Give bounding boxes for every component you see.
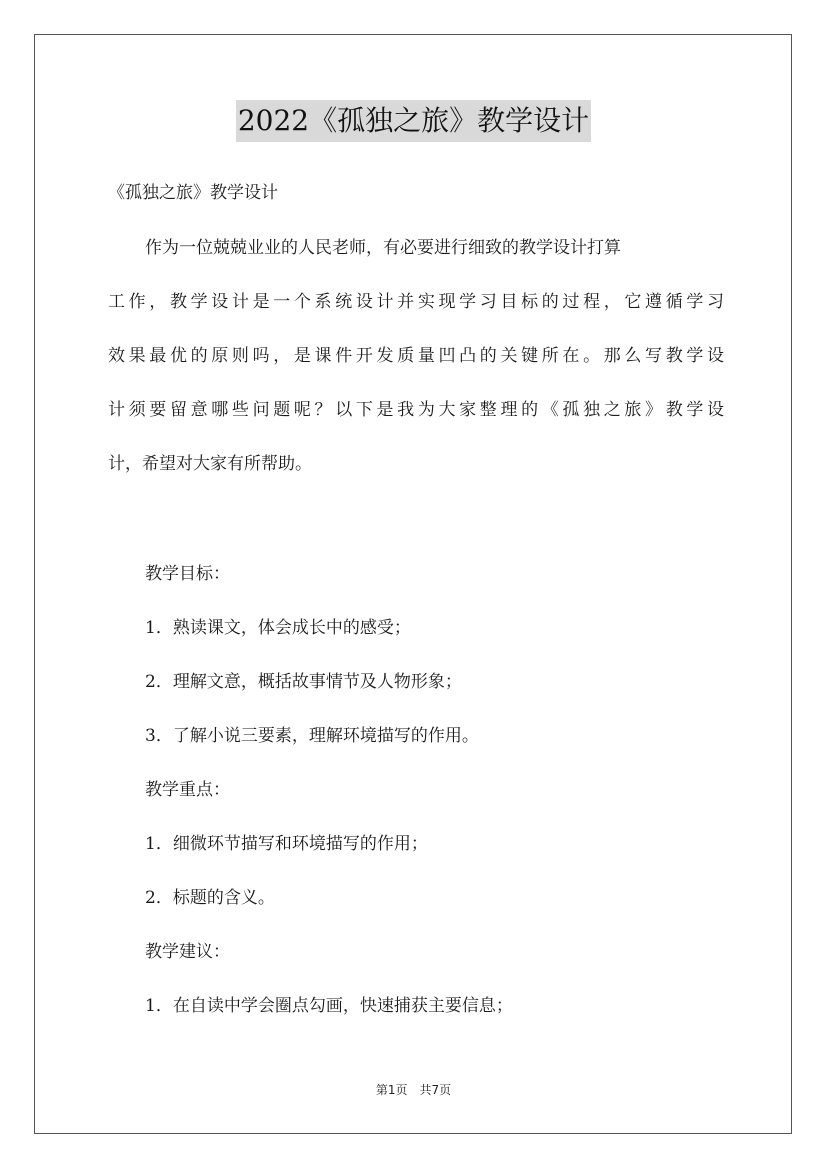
- key-point-item-1: 1．细微环节描写和环境描写的作用；: [145, 834, 428, 854]
- goal-item-1: 1．熟读课文，体会成长中的感受；: [145, 618, 411, 638]
- document-title: 2022《孤独之旅》教学设计: [236, 100, 591, 142]
- intro-line-5: 计，希望对大家有所帮助。: [108, 454, 312, 474]
- intro-line-2: 工作，教学设计是一个系统设计并实现学习目标的过程，它遵循学习: [108, 292, 724, 312]
- goal-item-2: 2．理解文意，概括故事情节及人物形象；: [145, 672, 462, 692]
- intro-line-3: 效果最优的原则吗，是课件开发质量凹凸的关键所在。那么写教学设: [108, 346, 724, 366]
- page-number: 第1页 共7页: [375, 1083, 452, 1097]
- heading-key-points: 教学重点：: [145, 780, 230, 800]
- title-container: [0, 100, 827, 142]
- document-subtitle: 《孤独之旅》教学设计: [108, 183, 278, 203]
- goal-item-3: 3．了解小说三要素，理解环境描写的作用。: [145, 726, 479, 746]
- heading-teaching-goals: 教学目标：: [145, 564, 230, 584]
- key-point-item-2: 2．标题的含义。: [145, 888, 275, 908]
- suggestion-item-1: 1．在自读中学会圈点勾画，快速捕获主要信息；: [145, 996, 513, 1016]
- intro-line-1: 作为一位兢兢业业的人民老师，有必要进行细致的教学设计打算: [145, 238, 621, 258]
- heading-suggestions: 教学建议：: [145, 942, 230, 962]
- intro-line-4: 计须要留意哪些问题呢？以下是我为大家整理的《孤独之旅》教学设: [108, 400, 724, 420]
